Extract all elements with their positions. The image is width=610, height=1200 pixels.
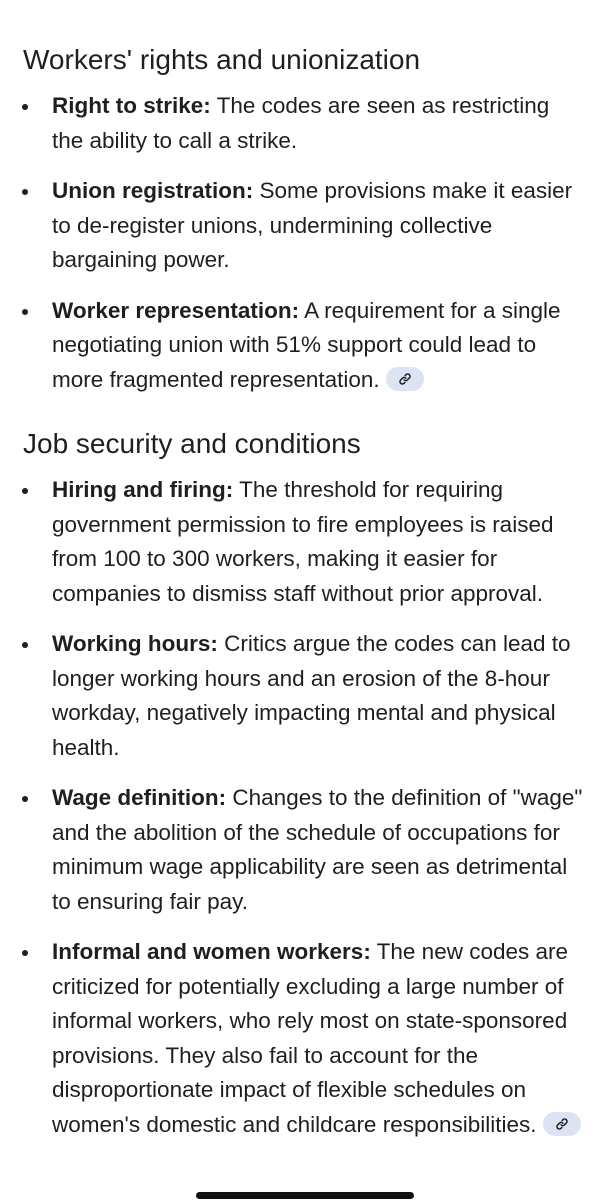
item-title: Worker representation: xyxy=(52,297,300,323)
bullet-icon xyxy=(22,488,28,494)
item-title: Union registration: xyxy=(52,178,254,203)
item-text: The threshold for requiring government permission to fire employees is raised from 100 to 300 workers, making it easier for companies to dismiss staff without prior approval. xyxy=(52,477,554,606)
section-heading-job-security: Job security and conditions xyxy=(23,428,361,459)
link-icon xyxy=(555,1117,569,1131)
list-item-informal-and-women-workers xyxy=(0,935,610,1142)
item-title: Working hours: xyxy=(52,631,218,656)
item-text: The codes are seen as restricting the ability to call a strike. xyxy=(52,93,550,153)
list-item-working-hours xyxy=(0,627,610,765)
list-item-union-registration xyxy=(0,174,610,278)
item-text: Critics argue the codes can lead to longer working hours and an erosion of the 8-hour workday, negatively impacting mental and physical health. xyxy=(52,631,571,760)
list-item-wage-definition xyxy=(0,781,610,919)
bullet-icon xyxy=(22,642,28,648)
item-text: Some provisions make it easier to de-register unions, undermining collective bargaining power. xyxy=(52,178,573,272)
link-icon xyxy=(398,372,412,386)
bullet-icon xyxy=(22,950,28,956)
home-indicator[interactable] xyxy=(196,1192,414,1199)
item-text: Changes to the definition of "wage" and the abolition of the schedule of occupations for minimum wage applicability are seen as detrimental to ensuring fair pay. xyxy=(52,785,583,914)
item-title: Informal and women workers: xyxy=(52,939,371,964)
bullet-icon xyxy=(22,104,28,110)
bullet-list-workers-rights xyxy=(0,89,610,397)
source-link-chip[interactable] xyxy=(543,1112,581,1136)
bullet-list-job-security xyxy=(0,473,610,1142)
bullet-icon xyxy=(22,309,28,315)
item-title: Right to strike: xyxy=(52,93,211,118)
bullet-icon xyxy=(22,796,28,802)
bullet-icon xyxy=(22,189,28,195)
item-text: A requirement for a single negotiating union with 51% support could lead to more fragmented representation. xyxy=(52,297,561,392)
section-heading-workers-rights: Workers' rights and unionization xyxy=(23,44,421,75)
list-item-hiring-and-firing xyxy=(0,473,610,611)
item-title: Hiring and firing: xyxy=(52,477,234,502)
item-text: The new codes are criticized for potentially excluding a large number of informal workers, who rely most on state-sponsored provisions. They also fail to account for the disproportionate impact of flexible schedules on women's domestic and childcare responsibilities. xyxy=(52,939,569,1137)
source-link-chip[interactable] xyxy=(386,367,424,391)
list-item-right-to-strike xyxy=(0,89,610,158)
list-item-worker-representation xyxy=(0,294,610,398)
item-title: Wage definition: xyxy=(52,785,227,810)
